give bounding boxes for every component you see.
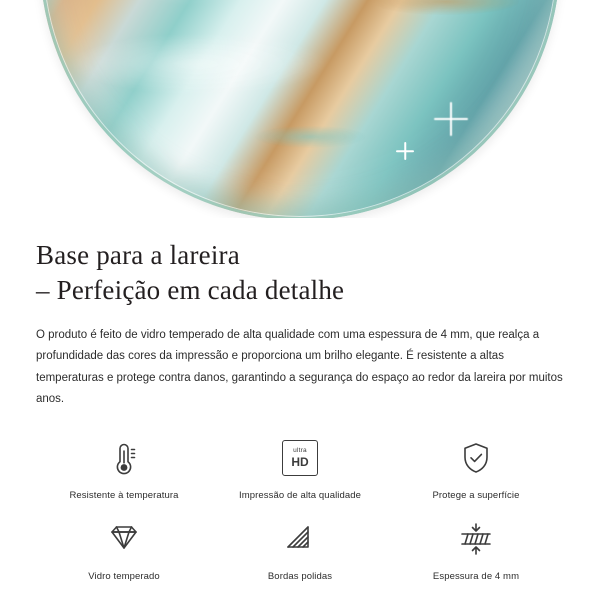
feature-label: Espessura de 4 mm	[432, 571, 520, 583]
sparkle-small-icon	[396, 142, 414, 160]
feature-item-tempered-glass	[36, 517, 212, 582]
glass-disc-graphic	[40, 0, 560, 218]
feature-item-thickness	[388, 517, 564, 582]
page-title	[36, 238, 564, 307]
content-block	[0, 218, 600, 582]
thickness-icon	[454, 517, 498, 561]
feature-label: Protege a superfície	[432, 490, 520, 502]
feature-label: Resistente à temperatura	[69, 490, 179, 502]
polished-edges-icon	[280, 517, 320, 561]
feature-grid	[36, 436, 564, 582]
page-title-line-2: – Perfeição em cada detalhe	[36, 274, 345, 305]
feature-label: Impressão de alta qualidade	[238, 490, 362, 502]
feature-item-print-quality	[212, 436, 388, 501]
thermometer-icon	[104, 436, 144, 480]
feature-item-surface-protection	[388, 436, 564, 501]
hero-image	[0, 0, 600, 218]
diamond-icon	[102, 517, 146, 561]
feature-label: Vidro temperado	[88, 571, 160, 583]
ultra-hd-icon	[282, 436, 318, 480]
ultra-hd-bottom-text: HD	[291, 454, 309, 469]
shield-check-icon	[456, 436, 496, 480]
description-paragraph: O produto é feito de vidro temperado de alta qualidade com uma espessura de 4 mm, que realça a profundidade das cores da impressão e proporciona um brilho elegante. É resistente a altas temperaturas e protege contra danos, garantindo a segurança do espaço ao redor da lareira por muitos anos.	[36, 329, 563, 405]
ultra-hd-top-text: ultra	[293, 447, 307, 455]
feature-label: Bordas polidas	[267, 571, 333, 583]
feature-item-temperature	[36, 436, 212, 501]
page-title-line-1: Base para a lareira	[36, 240, 240, 270]
feature-item-polished-edges	[212, 517, 388, 582]
